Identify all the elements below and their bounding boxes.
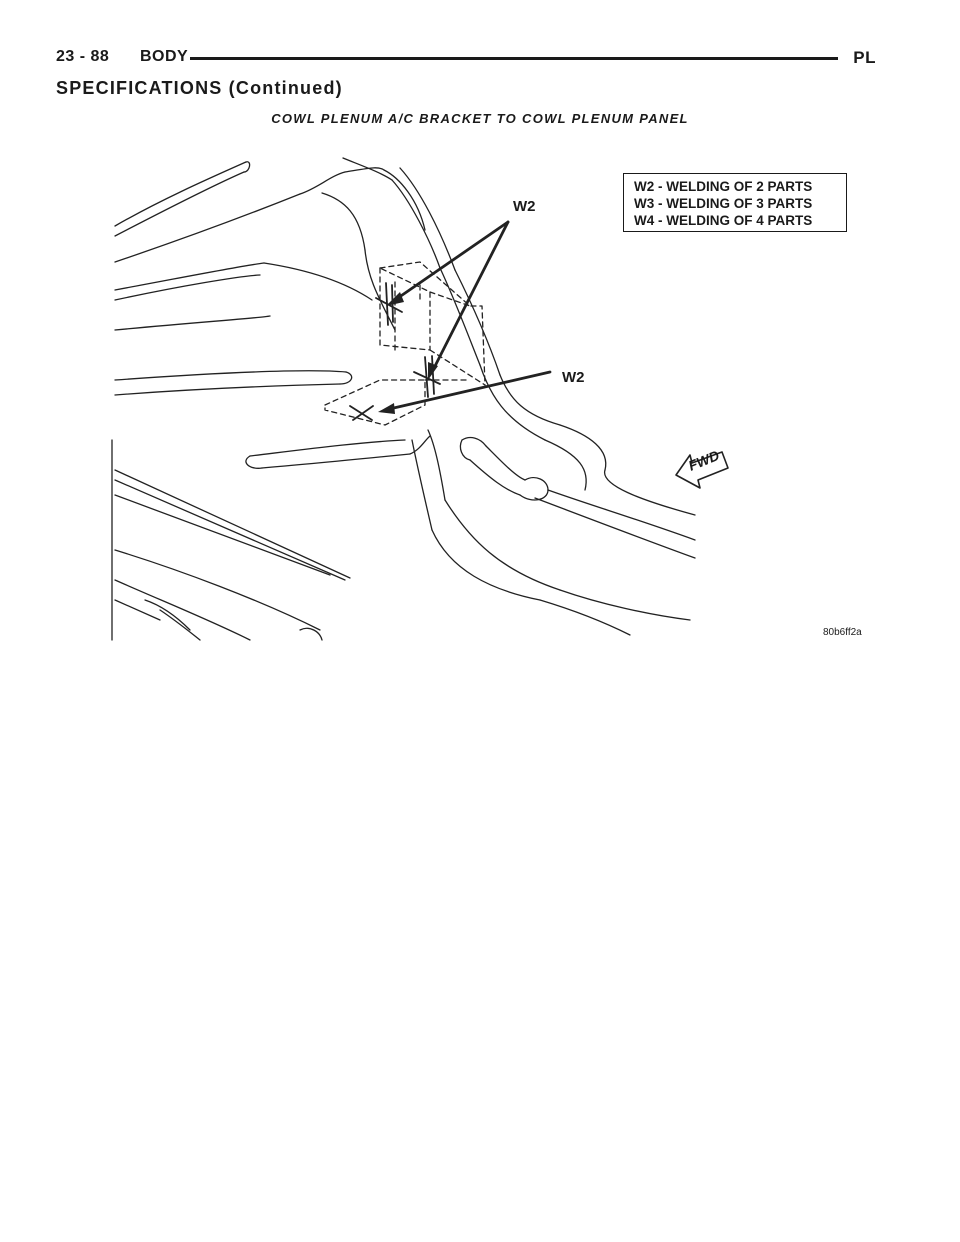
page-number: 23 - 88 [56,48,110,65]
section-title: BODY [140,48,189,65]
header-rule [190,57,838,60]
weld-legend-box [623,173,847,232]
legend-item-w2: W2 - WELDING OF 2 PARTS [634,179,813,194]
figure-id: 80b6ff2a [823,627,862,638]
model-code: PL [853,48,876,67]
legend-item-w4: W4 - WELDING OF 4 PARTS [634,213,813,228]
weld-callout-lower: W2 [562,369,585,386]
page-header [56,44,876,78]
section-subheading: SPECIFICATIONS (Continued) [56,78,343,98]
weld-callout-upper: W2 [513,198,536,215]
figure-caption: COWL PLENUM A/C BRACKET TO COWL PLENUM PANEL [271,111,689,126]
forward-direction-label: FWD [686,447,722,474]
legend-item-w3: W3 - WELDING OF 3 PARTS [634,196,813,211]
